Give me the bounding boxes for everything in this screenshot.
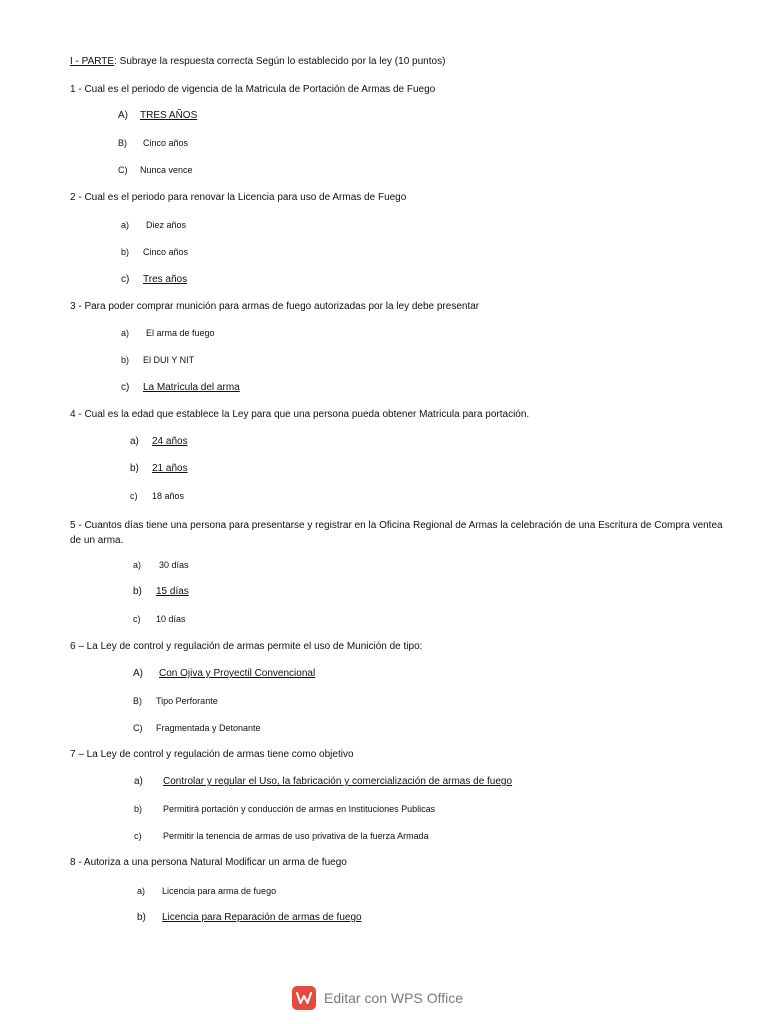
question-1: 1 - Cual es el periodo de vigencia de la Matricula de Portación de Armas de Fuego [70, 84, 436, 95]
question-4: 4 - Cual es la edad que establece la Ley para que una persona pueda obtener Matricula para portación. [70, 409, 530, 420]
section-instructions: : Subraye la respuesta correcta Según lo establecido por la ley (10 puntos) [114, 56, 446, 67]
q5-option-a: a) 30 días [133, 560, 189, 570]
q2-option-b: b) Cinco años [121, 247, 189, 257]
q6-option-c: C) Fragmentada y Detonante [133, 723, 261, 733]
question-6: 6 – La Ley de control y regulación de armas permite el uso de Munición de tipo: [70, 641, 423, 652]
q2-option-c: c) Tres años [121, 274, 188, 285]
q3-option-b: b) El DUI Y NIT [121, 355, 195, 365]
wps-edit-label: Editar con WPS Office [324, 990, 464, 1006]
q4-option-b: b) 21 años [130, 463, 188, 474]
q5-option-c: c) 10 días [133, 614, 186, 624]
q8-option-b: b) Licencia para Reparación de armas de fuego [137, 912, 362, 923]
wps-edit-button[interactable] [292, 984, 463, 1012]
q3-option-a: a) El arma de fuego [121, 328, 215, 338]
q4-option-c: c) 18 años [130, 491, 185, 501]
q7-option-b: b) Permitirá portación y conducción de armas en Instituciones Publicas [134, 804, 436, 814]
q7-option-a: a) Controlar y regular el Uso, la fabricación y comercialización de armas de fuego [134, 776, 513, 787]
q6-option-a: A) Con Ojiva y Proyectil Convencional [133, 668, 316, 679]
q4-option-a: a) 24 años [130, 436, 188, 447]
question-2: 2 - Cual es el periodo para renovar la Licencia para uso de Armas de Fuego [70, 192, 407, 203]
q1-option-b: B) Cinco años [118, 138, 189, 148]
section-header [70, 55, 445, 69]
question-3: 3 - Para poder comprar munición para armas de fuego autorizadas por la ley debe presentar [70, 301, 480, 312]
q7-option-c: c) Permitir la tenencia de armas de uso privativa de la fuerza Armada [134, 831, 429, 841]
q8-option-a: a) Licencia para arma de fuego [137, 886, 277, 896]
q5-option-b: b) 15 días [133, 586, 189, 597]
q1-option-c: C) Nunca vence [118, 165, 193, 175]
question-5: 5 - Cuantos días tiene una persona para presentarse y registrar en la Oficina Regional de Armas la celebración de una Escritura de Compra ventea de un arma. [70, 520, 723, 546]
question-7: 7 – La Ley de control y regulación de armas tiene como objetivo [70, 749, 354, 760]
section-part-label: I - PARTE [70, 56, 115, 67]
q3-option-c: c) La Matrícula del arma [121, 382, 240, 393]
question-8: 8 - Autoriza a una persona Natural Modificar un arma de fuego [70, 857, 347, 868]
q2-option-a: a) Diez años [121, 220, 187, 230]
wps-logo-icon [292, 986, 316, 1010]
q6-option-b: B) Tipo Perforante [133, 696, 218, 706]
q1-option-a: A) TRES AÑOS [118, 110, 198, 121]
